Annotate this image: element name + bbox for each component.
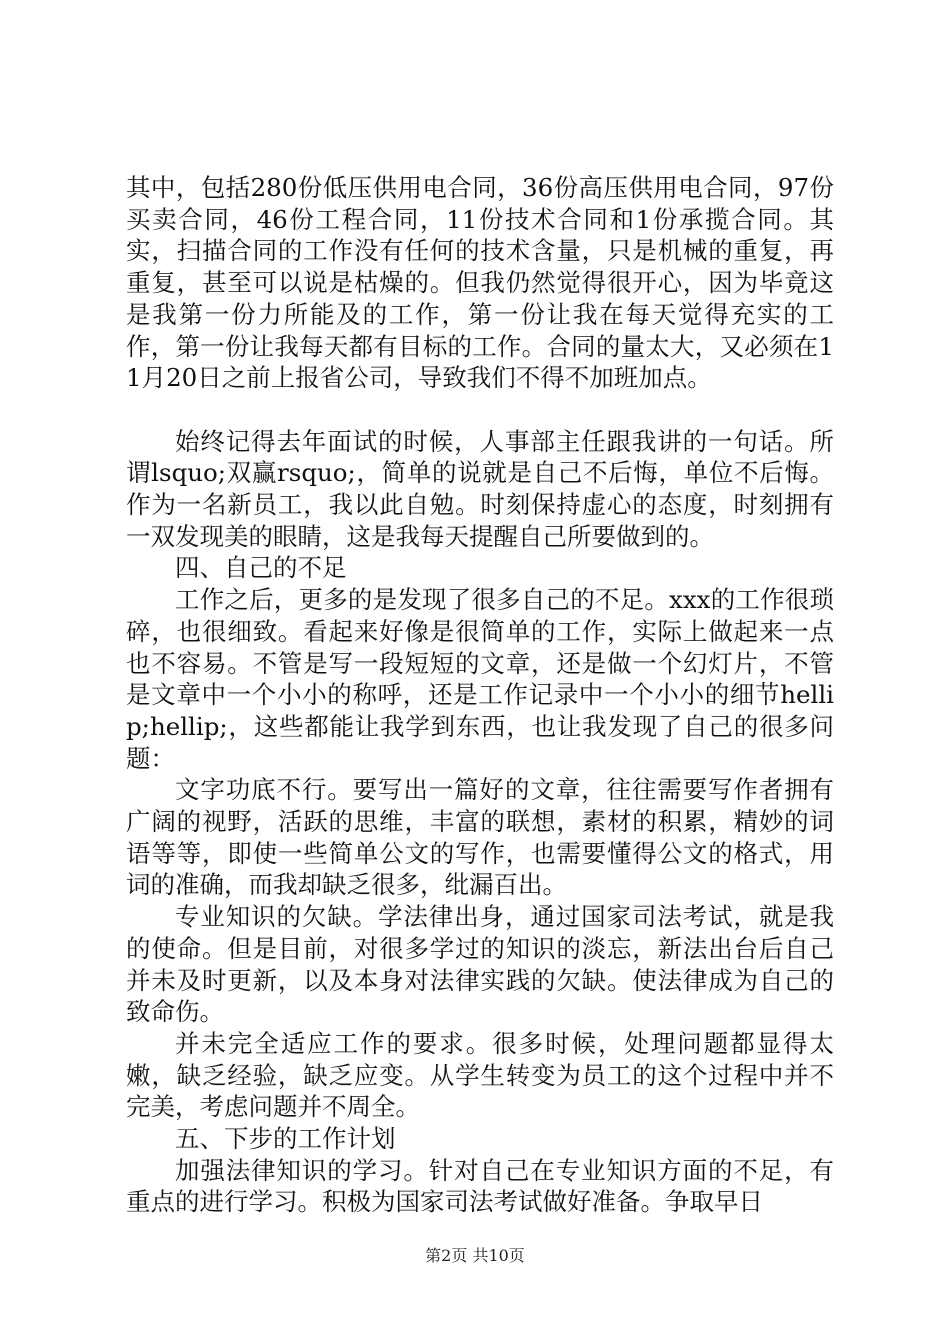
- section-heading-shortcomings: 四、自己的不足: [175, 553, 347, 583]
- paragraph-professional-knowledge: 专业知识的欠缺。学法律出身，通过国家司法考试，就是我的使命。但是目前，对很多学过的知识的淡忘，新法出台后自己并未及时更新，以及本身对法律实践的欠缺。使法律成为自己的致命伤。: [126, 902, 834, 1027]
- paragraph-work-adaptation: 并未完全适应工作的要求。很多时候，处理问题都显得太嫩，缺乏经验，缺乏应变。从学生转变为员工的这个过程中并不完美，考虑问题并不周全。: [126, 1028, 834, 1122]
- document-body: [126, 172, 834, 1218]
- section-heading-work-plan: 五、下步的工作计划: [175, 1124, 396, 1154]
- paragraph-contract-summary: 其中，包括280份低压供用电合同，36份高压供用电合同，97份买卖合同，46份工程合同，11份技术合同和1份承揽合同。其实，扫描合同的工作没有任何的技术含量，只是机械的重复，再重复，甚至可以说是枯燥的。但我仍然觉得很开心，因为毕竟这是我第一份力所能及的工作，第一份让我在每天觉得充实的工作，第一份让我每天都有目标的工作。合同的量太大，又必须在11月20日之前上报省公司，导致我们不得不加班加点。: [126, 173, 834, 393]
- paragraph-writing-skills: 文字功底不行。要写出一篇好的文章，往往需要写作者拥有广阔的视野，活跃的思维，丰富的联想，素材的积累，精妙的词语等等，即使一些简单公文的写作，也需要懂得公文的格式，用词的准确，而我却缺乏很多，纰漏百出。: [126, 775, 834, 900]
- paragraph-interview-memory: 始终记得去年面试的时候，人事部主任跟我讲的一句话。所谓lsquo;双赢rsquo;，简单的说就是自己不后悔，单位不后悔。作为一名新员工，我以此自勉。时刻保持虚心的态度，时刻拥有一双发现美的眼睛，这是我每天提醒自己所要做到的。: [126, 426, 834, 551]
- page-number-footer: 第2页 共10页: [425, 1246, 525, 1265]
- paragraph-shortcomings-intro: 工作之后，更多的是发现了很多自己的不足。xxx的工作很琐碎，也很细致。看起来好像是很简单的工作，实际上做起来一点也不容易。不管是写一段短短的文章，还是做一个幻灯片，不管是文章中一个小小的称呼，还是工作记录中一个小小的细节hellip;hellip;，这些都能让我学到东西，也让我发现了自己的很多问题：: [126, 585, 834, 773]
- paragraph-legal-study: 加强法律知识的学习。针对自己在专业知识方面的不足，有重点的进行学习。积极为国家司法考试做好准备。争取早日: [126, 1155, 834, 1217]
